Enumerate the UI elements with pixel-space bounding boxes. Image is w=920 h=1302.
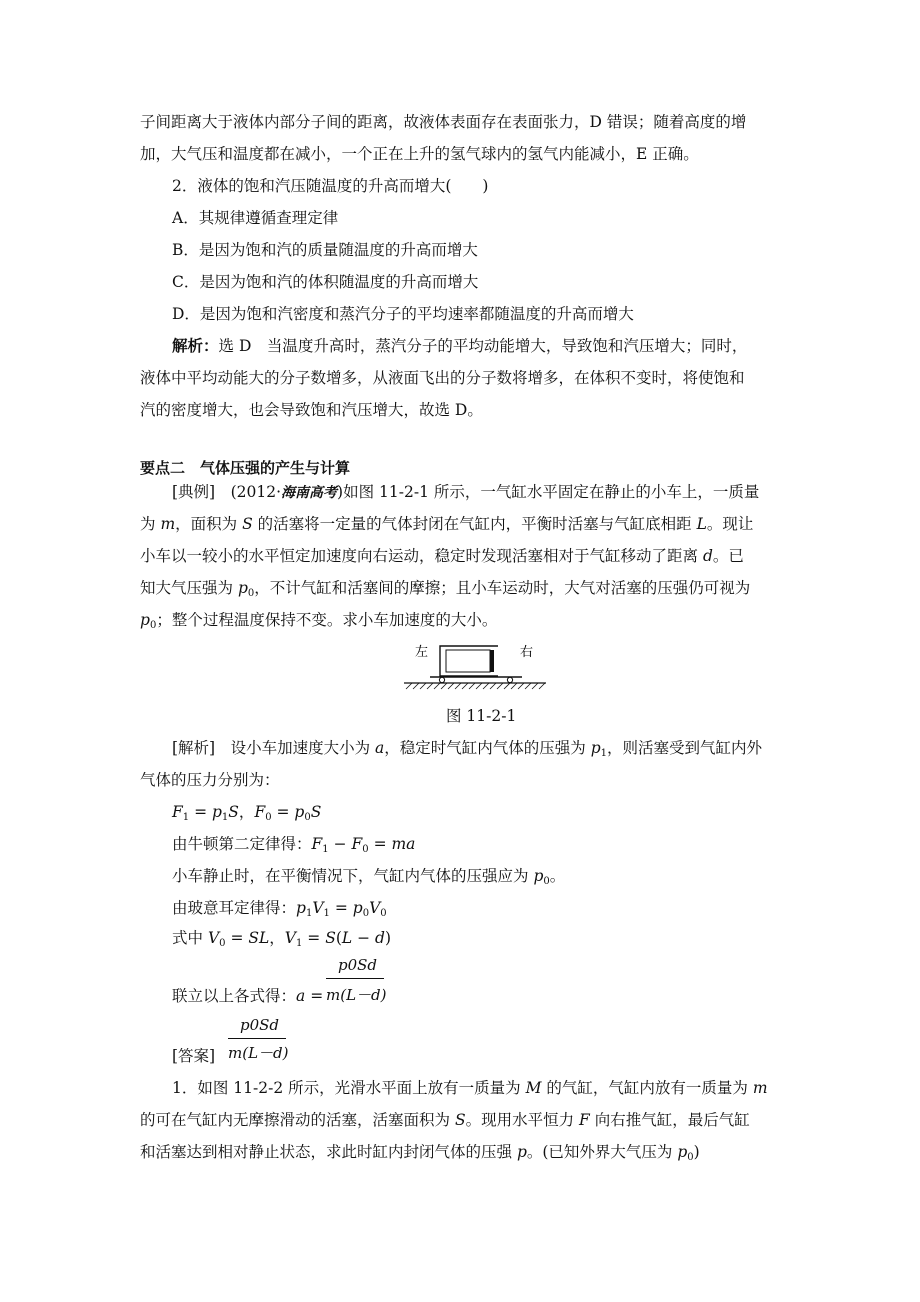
answer-label: [答案]: [172, 1047, 216, 1065]
analysis-line: [172, 336, 747, 356]
answer-fraction-bar: [228, 1038, 286, 1039]
analysis-label: 解析：: [172, 336, 219, 355]
analysis-line: 液体中平均动能大的分子数增多，从液面飞出的分子数将增多，在体积不变时，将使饱和: [140, 369, 745, 387]
gas-chamber: [446, 650, 490, 672]
paragraph-line: 子间距离大于液体内部分子间的距离，故液体表面存在表面张力，D 错误；随着高度的增: [140, 113, 747, 131]
example-line: $p_0$；整个过程温度保持不变。求小车加速度的大小。: [140, 611, 498, 631]
equation-volumes: 式中 $V_0$ = SL，$V_1 = S(L - d)$: [172, 929, 392, 949]
question-1-line: 和活塞达到相对静止状态，求此时缸内封闭气体的压强 p。(已知外界大气压为 $p_0$): [140, 1143, 700, 1163]
equation-result: 联立以上各式得：a =: [172, 987, 324, 1005]
option-c: C．是因为饱和汽的体积随温度的升高而增大: [172, 273, 479, 291]
fraction-bar: [326, 978, 384, 979]
wheel: [439, 677, 444, 682]
solution-line: [解析] 设小车加速度大小为 a，稳定时气缸内气体的压强为 $p_1$，则活塞受到气缸内外: [172, 739, 763, 759]
exam-source: 海南高考: [281, 485, 338, 501]
example-line: [172, 482, 759, 503]
example-line: 为 m，面积为 S 的活塞将一定量的气体封闭在气缸内，平衡时活塞与气缸底相距 L。现让: [140, 515, 754, 533]
example-label: [典例]: [172, 483, 216, 501]
fraction-denominator: m(L－d): [326, 986, 387, 1004]
analysis-text: 选 D 当温度升高时，蒸汽分子的平均动能增大，导致饱和汽压增大；同时，: [218, 337, 748, 355]
left-label: 左: [415, 645, 429, 660]
analysis-line: 汽的密度增大，也会导致饱和汽压增大，故选 D。: [140, 401, 483, 419]
example-year: (2012·: [230, 483, 282, 501]
section-title: 要点二 气体压强的产生与计算: [140, 459, 351, 477]
question-1-line: 1．如图 11-2-2 所示，光滑水平面上放有一质量为 M 的气缸，气缸内放有一质量为 m: [172, 1079, 768, 1097]
equation-boyle: 由玻意耳定律得：$p_1V_1 = p_0V_0$: [172, 899, 387, 919]
option-b: B．是因为饱和汽的质量随温度的升高而增大: [172, 241, 478, 259]
question-2-stem: 2．液体的饱和汽压随温度的升高而增大( ): [172, 177, 489, 195]
piston: [490, 650, 494, 672]
figure-caption: 图 11-2-1: [446, 707, 517, 725]
paragraph-line: 加，大气压和温度都在减小，一个正在上升的氢气球内的氢气内能减小，E 正确。: [140, 145, 699, 163]
right-label: 右: [520, 645, 534, 660]
example-line: 知大气压强为 $p_0$，不计气缸和活塞间的摩擦；且小车运动时，大气对活塞的压强仍可视为: [140, 579, 751, 599]
question-1-line: 的可在气缸内无摩擦滑动的活塞，活塞面积为 S。现用水平恒力 F 向右推气缸，最后气缸: [140, 1111, 750, 1129]
ground-hatching: [406, 683, 545, 689]
option-d: D．是因为饱和汽密度和蒸汽分子的平均速率都随温度的升高而增大: [172, 305, 634, 323]
solution-line: 小车静止时，在平衡情况下，气缸内气体的压强应为 $p_0$。: [172, 867, 566, 887]
wheel: [507, 677, 512, 682]
equation-forces: $F_1 = p_1S$，$F_0 = p_0S$: [172, 803, 322, 823]
equation-newton: 由牛顿第二定律得：$F_1 - F_0$ = ma: [172, 835, 416, 855]
solution-line: 气体的压力分别为：: [140, 771, 280, 789]
example-line: 小车以一较小的水平恒定加速度向右运动，稳定时发现活塞相对于气缸移动了距离 d。已: [140, 547, 744, 565]
answer-numerator: p0Sd: [240, 1016, 280, 1034]
answer-denominator: m(L－d): [228, 1044, 289, 1062]
option-a: A．其规律遵循查理定律: [172, 209, 339, 227]
example-text: )如图 11-2-1 所示，一气缸水平固定在静止的小车上，一质量: [337, 483, 760, 501]
cart-cylinder-figure: [400, 638, 550, 694]
fraction-numerator: p0Sd: [338, 956, 378, 974]
solution-label: [解析]: [172, 739, 216, 757]
